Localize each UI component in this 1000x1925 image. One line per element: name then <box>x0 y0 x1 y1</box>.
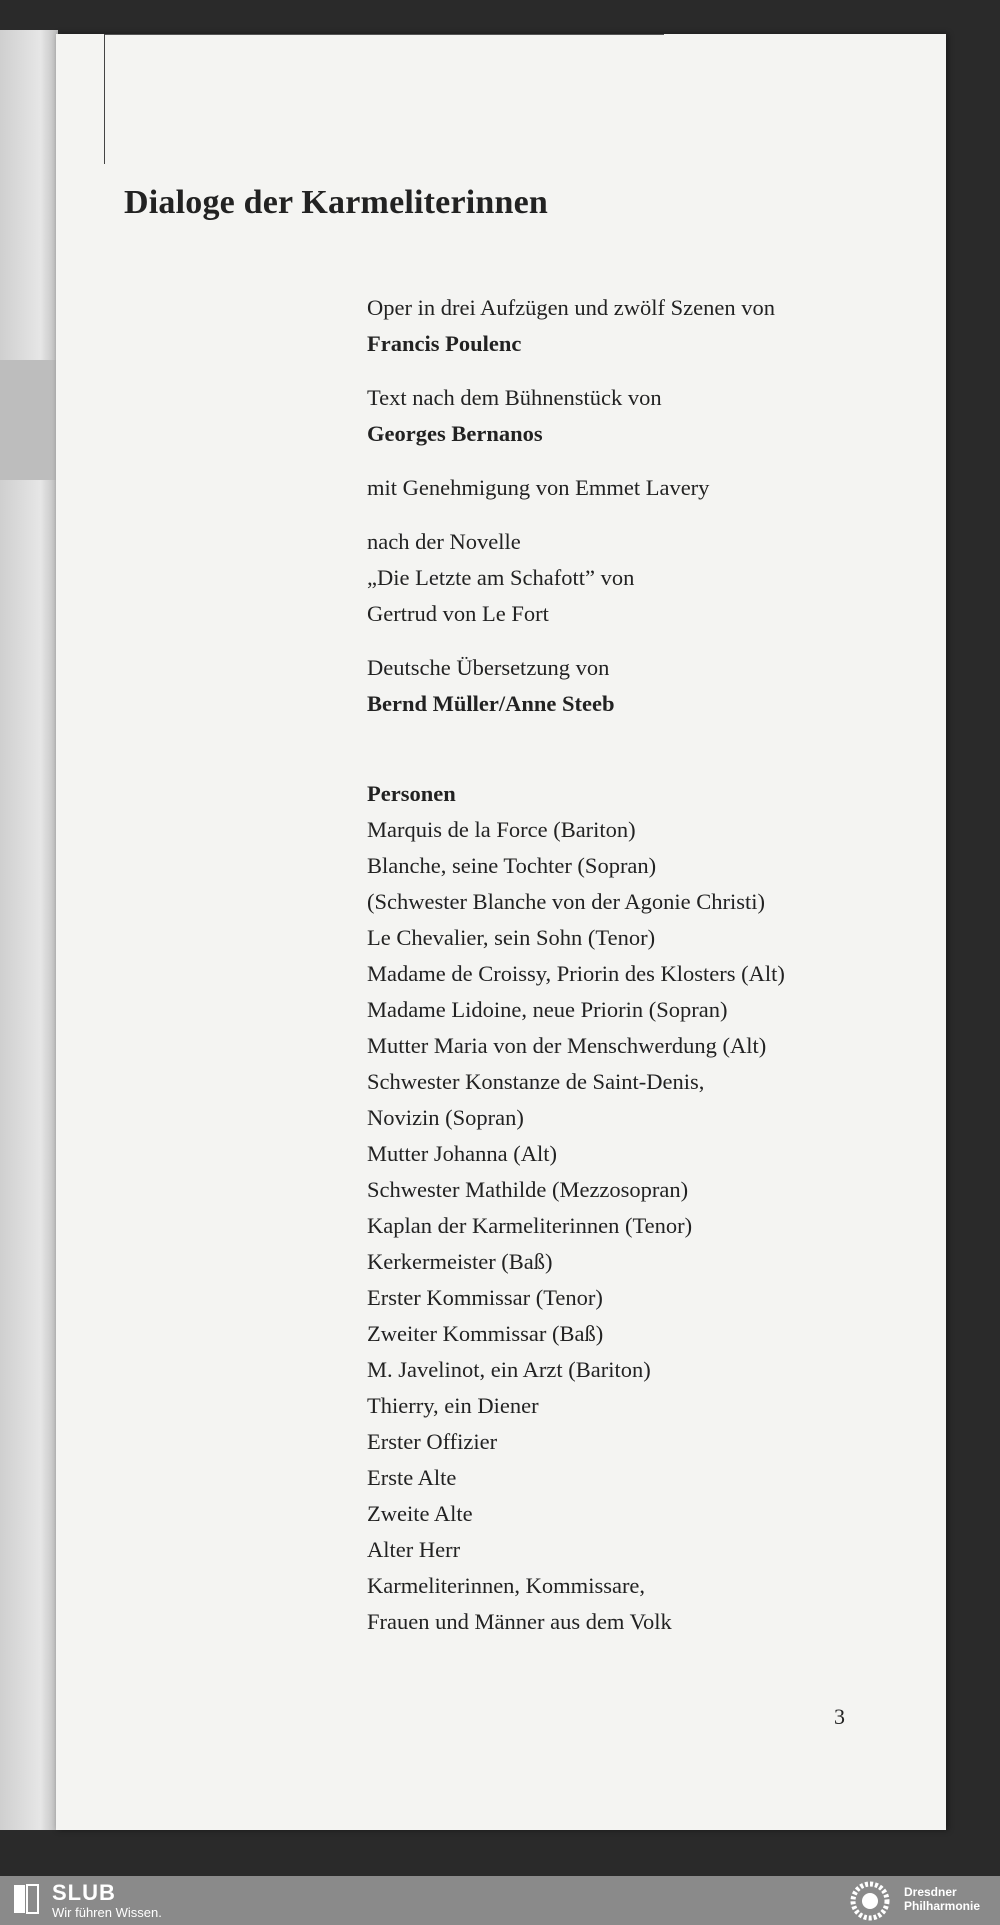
personen-item: Frauen und Männer aus dem Volk <box>367 1609 672 1634</box>
personen-item: Novizin (Sopran) <box>367 1105 524 1130</box>
credit-line: Bernd Müller/Anne Steeb <box>367 691 615 716</box>
personen-item: Alter Herr <box>367 1537 461 1562</box>
personen-item: Erster Kommissar (Tenor) <box>367 1285 603 1310</box>
personen-item: Blanche, seine Tochter (Sopran) <box>367 853 657 878</box>
personen-item: Schwester Konstanze de Saint-Denis, <box>367 1069 705 1094</box>
personen-item: Karmeliterinnen, Kommissare, <box>367 1573 646 1598</box>
credit-line: Francis Poulenc <box>367 331 522 356</box>
previous-page-edge <box>0 30 58 1830</box>
slub-logo-icon <box>13 1884 39 1914</box>
personen-item: (Schwester Blanche von der Agonie Christi) <box>367 889 766 914</box>
personen-item: Mutter Maria von der Menschwerdung (Alt) <box>367 1033 767 1058</box>
personen-item: Schwester Mathilde (Mezzosopran) <box>367 1177 689 1202</box>
personen-item: Madame Lidoine, neue Priorin (Sopran) <box>367 997 728 1022</box>
credit-line: mit Genehmigung von Emmet Lavery <box>367 475 710 500</box>
credit-line: Georges Bernanos <box>367 421 543 446</box>
personen-item: Madame de Croissy, Priorin des Klosters (Alt) <box>367 961 785 986</box>
philharmonie-logo-icon <box>844 1881 896 1921</box>
document-title: Dialoge der Karmeliterinnen <box>124 184 549 221</box>
credit-line: Text nach dem Bühnenstück von <box>367 385 662 410</box>
credit-line: nach der Novelle <box>367 529 521 554</box>
personen-item: Marquis de la Force (Bariton) <box>367 817 636 842</box>
personen-list <box>367 812 927 1640</box>
credits-section <box>367 290 927 722</box>
slub-name: SLUB <box>52 1880 116 1905</box>
footer-bar <box>0 1876 1000 1925</box>
personen-item: Erste Alte <box>367 1465 457 1490</box>
document-page <box>56 34 946 1830</box>
left-rule <box>104 34 105 164</box>
document-body <box>367 290 927 1640</box>
personen-item: M. Javelinot, ein Arzt (Bariton) <box>367 1357 651 1382</box>
credit-line: Oper in drei Aufzügen und zwölf Szenen von <box>367 295 776 320</box>
personen-heading: Personen <box>367 781 456 806</box>
credit-line: Deutsche Übersetzung von <box>367 655 610 680</box>
credit-line: „Die Letzte am Schafott” von <box>367 565 635 590</box>
personen-item: Mutter Johanna (Alt) <box>367 1141 557 1166</box>
personen-item: Erster Offizier <box>367 1429 498 1454</box>
personen-item: Thierry, ein Diener <box>367 1393 539 1418</box>
personen-item: Kaplan der Karmeliterinnen (Tenor) <box>367 1213 693 1238</box>
personen-item: Zweiter Kommissar (Baß) <box>367 1321 604 1346</box>
top-rule <box>104 34 664 35</box>
credit-line: Gertrud von Le Fort <box>367 601 549 626</box>
philharmonie-name: Dresdner Philharmonie <box>904 1885 981 1913</box>
personen-item: Kerkermeister (Baß) <box>367 1249 553 1274</box>
personen-item: Zweite Alte <box>367 1501 473 1526</box>
slub-tagline: Wir führen Wissen. <box>52 1905 162 1920</box>
page-number: 3 <box>834 1704 845 1729</box>
personen-item: Le Chevalier, sein Sohn (Tenor) <box>367 925 656 950</box>
